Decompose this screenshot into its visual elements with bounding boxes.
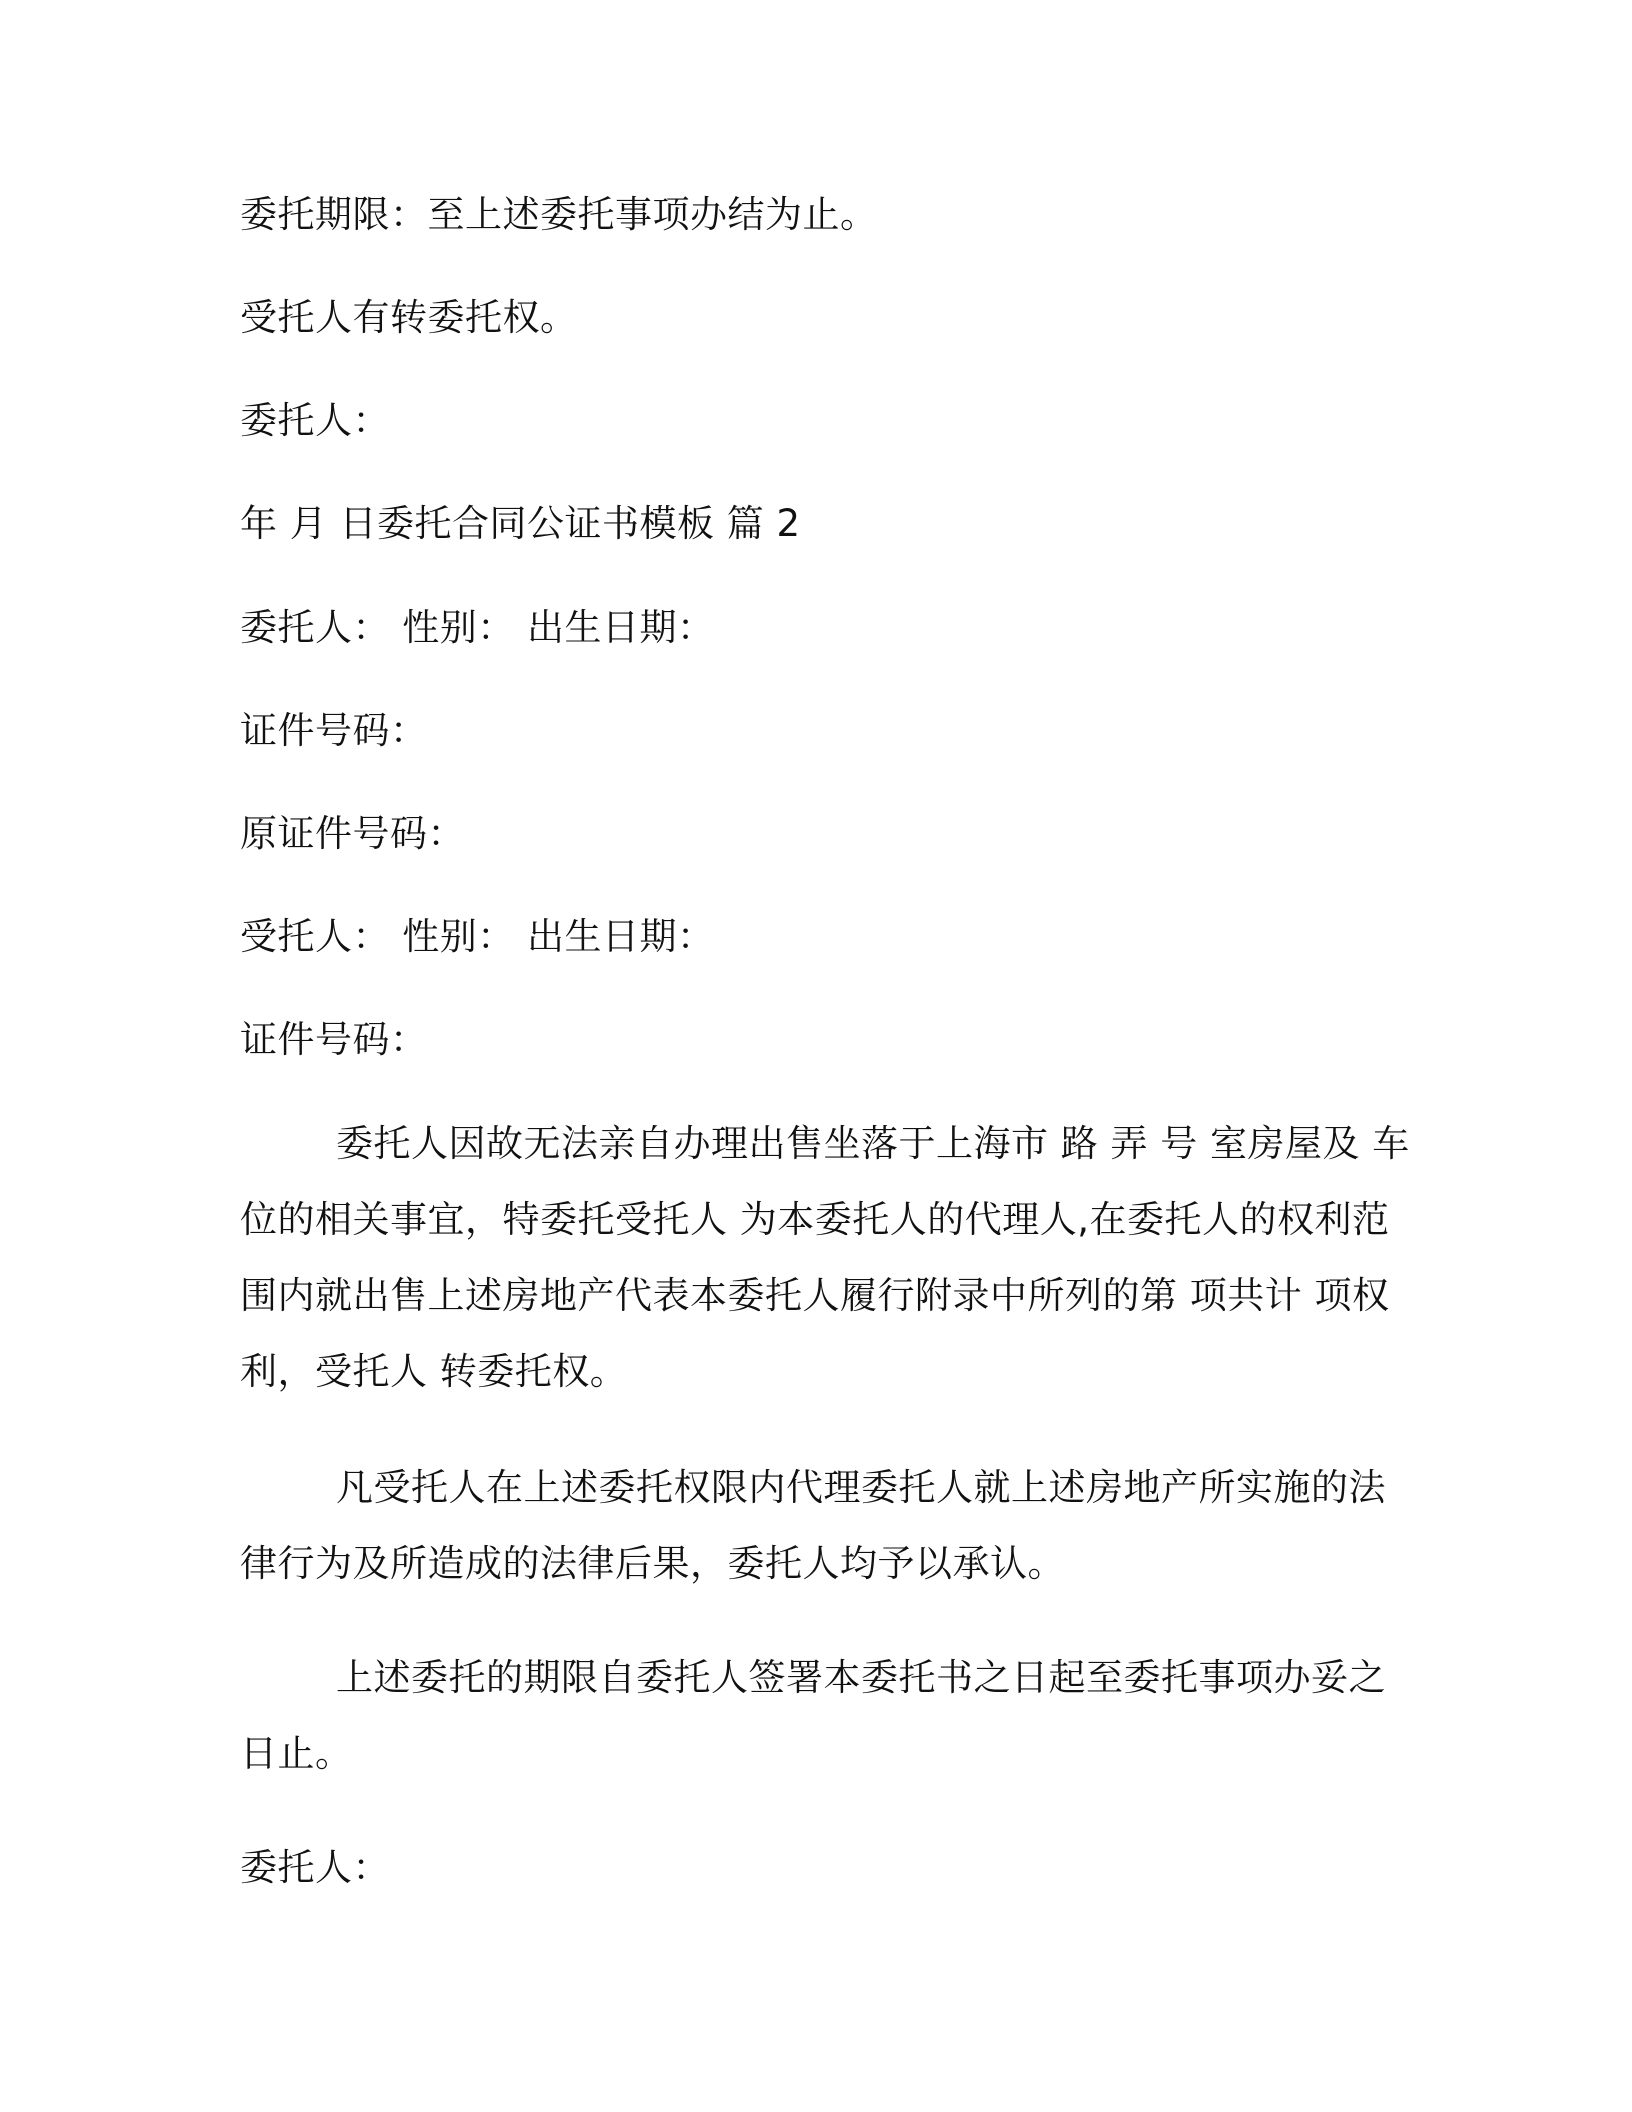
principal-id-line: 证件号码： [240, 709, 428, 752]
principal-sign-line: 委托人： [240, 399, 390, 442]
paragraph-line: 利，受托人 转委托权。 [240, 1350, 628, 1393]
paragraph-line: 位的相关事宜，特委托受托人 为本委托人的代理人,在委托人的权利范 [240, 1198, 1390, 1241]
term-line: 委托期限：至上述委托事项办结为止。 [240, 193, 878, 236]
paragraph-line: 围内就出售上述房地产代表本委托人履行附录中所列的第 项共计 项权 [240, 1274, 1390, 1317]
paragraph-line: 律行为及所造成的法律后果，委托人均予以承认。 [240, 1542, 1065, 1585]
closing-principal-sign-line: 委托人： [240, 1846, 390, 1889]
principal-info-line: 委托人： 性别： 出生日期： [240, 606, 715, 649]
date-and-heading-line: 年 月 日委托合同公证书模板 篇 2 [240, 502, 801, 545]
principal-old-id-line: 原证件号码： [240, 812, 465, 855]
agent-id-line: 证件号码： [240, 1018, 428, 1061]
paragraph-line: 日止。 [240, 1732, 353, 1775]
term-paragraph [240, 1640, 1385, 1792]
agent-info-line: 受托人： 性别： 出生日期： [240, 915, 715, 958]
paragraph-line: 委托人因故无法亲自办理出售坐落于上海市 路 弄 号 室房屋及 车 [336, 1122, 1410, 1165]
subdelegation-line: 受托人有转委托权。 [240, 296, 578, 339]
acknowledgement-paragraph [240, 1450, 1385, 1602]
paragraph-line: 上述委托的期限自委托人签署本委托书之日起至委托事项办妥之 [336, 1656, 1386, 1699]
delegation-paragraph [240, 1106, 1410, 1410]
paragraph-line: 凡受托人在上述委托权限内代理委托人就上述房地产所实施的法 [336, 1466, 1386, 1509]
